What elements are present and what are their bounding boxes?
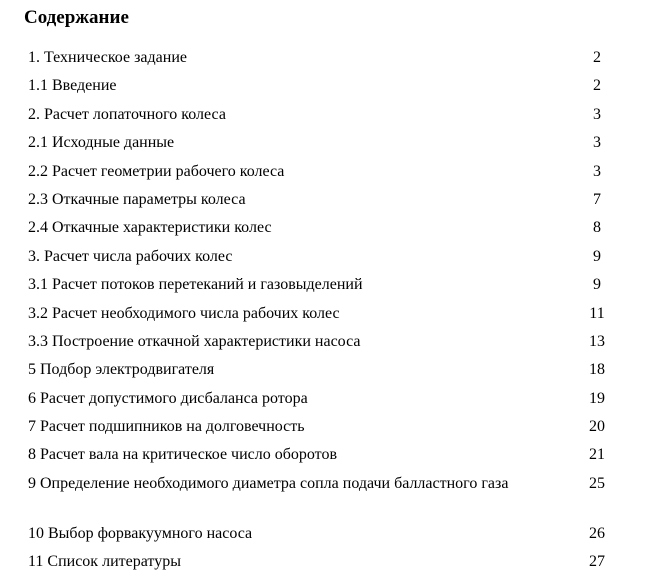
toc-entry-page: 3 xyxy=(593,134,601,152)
toc-entry xyxy=(28,302,638,330)
toc-entry xyxy=(28,522,638,550)
toc-entry-label: 1.1 Введение xyxy=(28,77,117,95)
toc-entry xyxy=(28,131,638,159)
toc-entry-label: 7 Расчет подшипников на долговечность xyxy=(28,418,305,436)
toc-entry-label: 3. Расчет числа рабочих колес xyxy=(28,247,233,265)
toc-entry-label: 9 Определение необходимого диаметра сопла подачи балластного газа xyxy=(28,474,509,492)
toc-entry-page: 9 xyxy=(593,247,601,265)
toc-entry xyxy=(28,550,638,578)
toc-entry-label: 2. Расчет лопаточного колеса xyxy=(28,105,226,123)
toc-entry-label: 11 Список литературы xyxy=(28,553,181,571)
page-title: Содержание xyxy=(24,7,129,28)
toc-entry-page: 3 xyxy=(593,105,601,123)
toc-entry-page: 13 xyxy=(589,332,605,350)
toc-entry-page: 25 xyxy=(589,474,605,492)
toc-entry xyxy=(28,358,638,386)
toc-entry-page: 20 xyxy=(589,418,605,436)
toc-entry xyxy=(28,216,638,244)
toc-entry-page: 19 xyxy=(589,389,605,407)
toc-entry-label: 6 Расчет допустимого дисбаланса ротора xyxy=(28,389,308,407)
table-of-contents xyxy=(28,46,638,579)
toc-entry-page: 8 xyxy=(593,219,601,237)
toc-entry-label: 8 Расчет вала на критическое число оборотов xyxy=(28,446,338,464)
toc-entry xyxy=(28,103,638,131)
toc-entry-page: 3 xyxy=(593,162,601,180)
toc-entry-label: 10 Выбор форвакуумного насоса xyxy=(28,524,253,542)
toc-entry xyxy=(28,160,638,188)
toc-entry xyxy=(28,387,638,415)
toc-entry xyxy=(28,443,638,471)
toc-entry xyxy=(28,188,638,216)
toc-entry-label: 3.3 Построение откачной характеристики насоса xyxy=(28,332,361,350)
toc-entry-page: 27 xyxy=(589,553,605,571)
toc-entry-page: 11 xyxy=(589,304,605,322)
toc-entry-label: 3.1 Расчет потоков перетеканий и газовыделений xyxy=(28,276,363,294)
toc-entry-label: 3.2 Расчет необходимого числа рабочих колес xyxy=(28,304,340,322)
toc-entry xyxy=(28,245,638,273)
toc-entry xyxy=(28,46,638,74)
toc-entry-label: 5 Подбор электродвигателя xyxy=(28,361,215,379)
toc-entry xyxy=(28,415,638,443)
toc-entry-label: 1. Техническое задание xyxy=(28,49,187,66)
toc-entry-page: 7 xyxy=(593,190,601,208)
toc-entry-label: 2.2 Расчет геометрии рабочего колеса xyxy=(28,162,285,180)
toc-entry xyxy=(28,74,638,102)
toc-entry-label: 2.1 Исходные данные xyxy=(28,134,175,152)
toc-entry xyxy=(28,472,638,522)
toc-entry xyxy=(28,330,638,358)
toc-entry-page: 26 xyxy=(589,524,605,542)
toc-entry-label: 2.3 Откачные параметры колеса xyxy=(28,190,246,208)
toc-entry xyxy=(28,273,638,301)
toc-entry-page: 21 xyxy=(589,446,605,464)
toc-entry-page: 9 xyxy=(593,276,601,294)
toc-entry-page: 18 xyxy=(589,361,605,379)
toc-entry-page: 2 xyxy=(593,49,601,66)
toc-entry-page: 2 xyxy=(593,77,601,95)
toc-entry-label: 2.4 Откачные характеристики колес xyxy=(28,219,272,237)
